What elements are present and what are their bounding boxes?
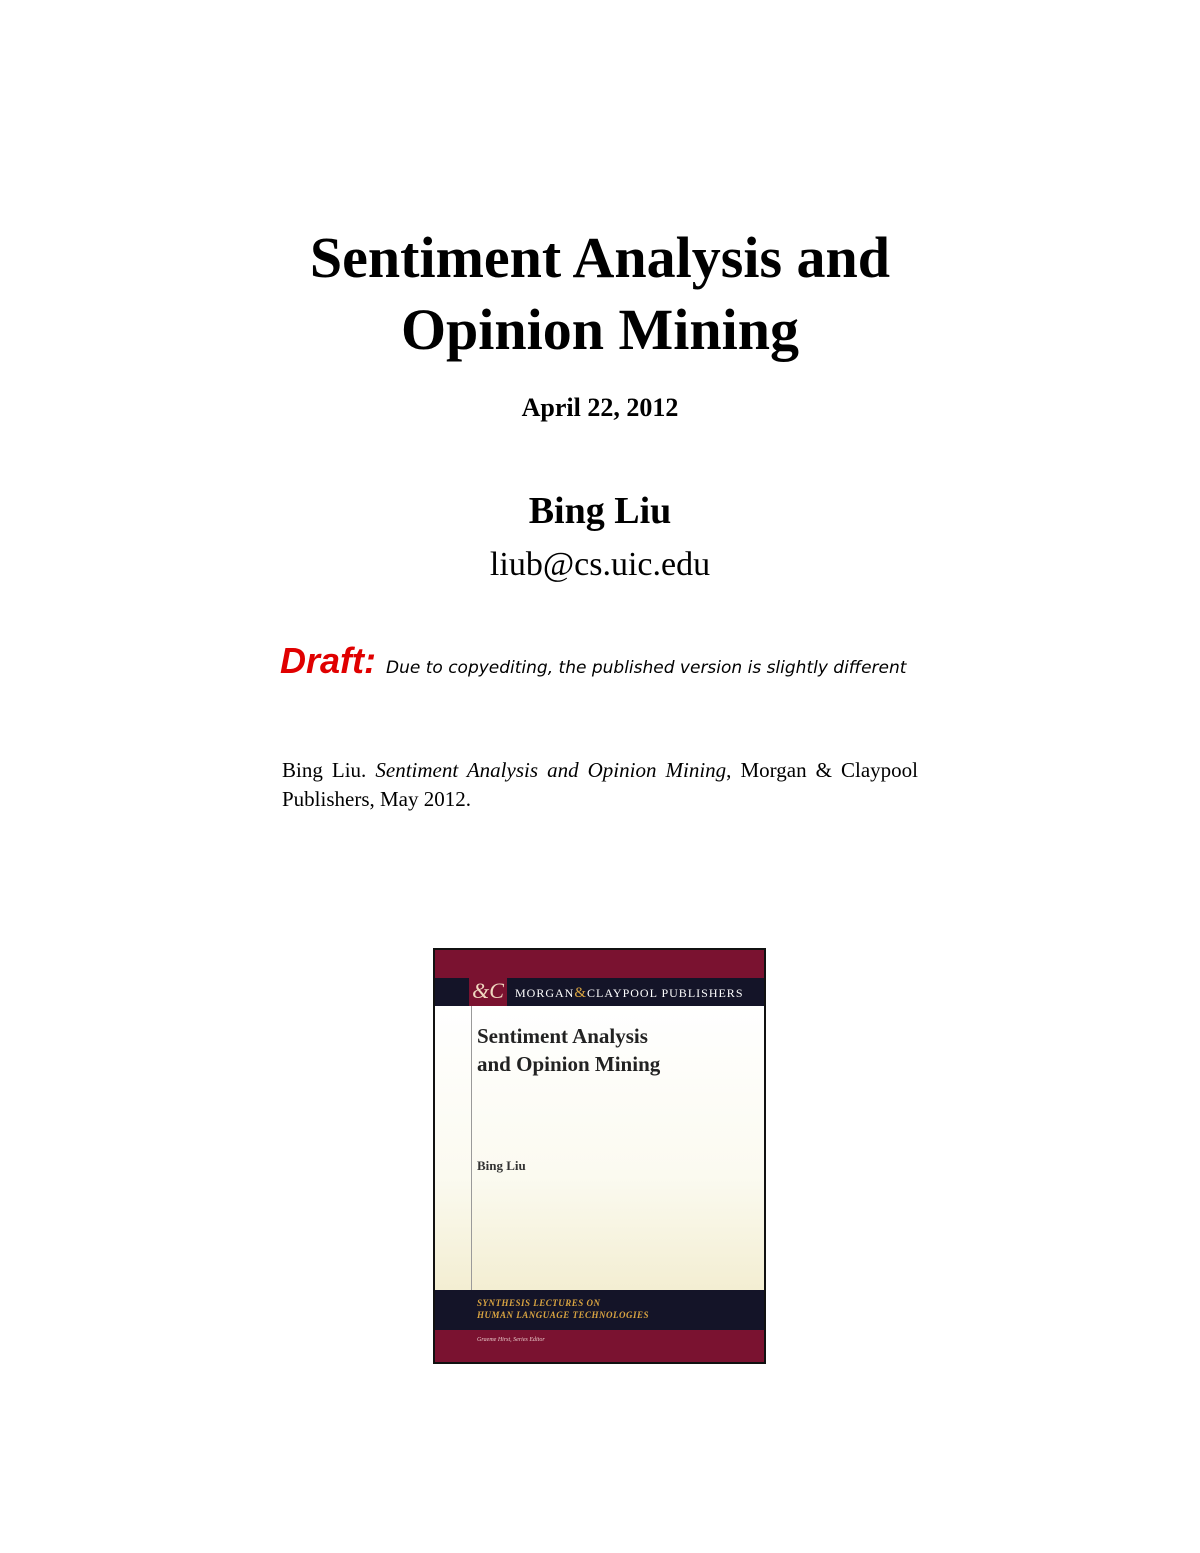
cover-vertical-rule [471,1006,472,1290]
draft-notice [280,640,940,682]
cover-publisher [515,985,744,1002]
draft-note: Due to copyediting, the published version is slightly different [386,658,907,678]
cover-series [477,1297,649,1321]
page-title [0,222,1200,366]
publisher-logo-icon: &C [469,972,507,1010]
cover-bottom-band [435,1330,764,1362]
author-name: Bing Liu [528,490,672,532]
cover-editor: Graeme Hirst, Series Editor [477,1337,545,1343]
publisher-ampersand: & [574,985,588,1001]
publication-date: April 22, 2012 [521,393,679,422]
cover-series-line-1: SYNTHESIS LECTURES ON [477,1298,601,1308]
publisher-part-2: CLAYPOOL PUBLISHERS [587,986,744,1000]
citation [282,756,918,814]
title-line-1: Sentiment Analysis and [309,225,891,290]
citation-book-title: Sentiment Analysis and Opinion Mining [375,758,727,782]
citation-rest: , Morgan & Claypool Publishers, May 2012. [282,758,919,811]
cover-title [477,1022,747,1078]
draft-label: Draft: [280,640,376,681]
author-email: liub@cs.uic.edu [489,546,711,583]
cover-series-line-2: HUMAN LANGUAGE TECHNOLOGIES [477,1310,650,1320]
book-cover [433,948,766,1364]
publisher-part-1: MORGAN [515,986,575,1000]
cover-title-line-1: Sentiment Analysis [477,1024,648,1048]
cover-title-line-2: and Opinion Mining [477,1052,661,1076]
title-line-2: Opinion Mining [400,297,800,362]
citation-author: Bing Liu. [282,758,367,782]
cover-author: Bing Liu [477,1158,526,1173]
